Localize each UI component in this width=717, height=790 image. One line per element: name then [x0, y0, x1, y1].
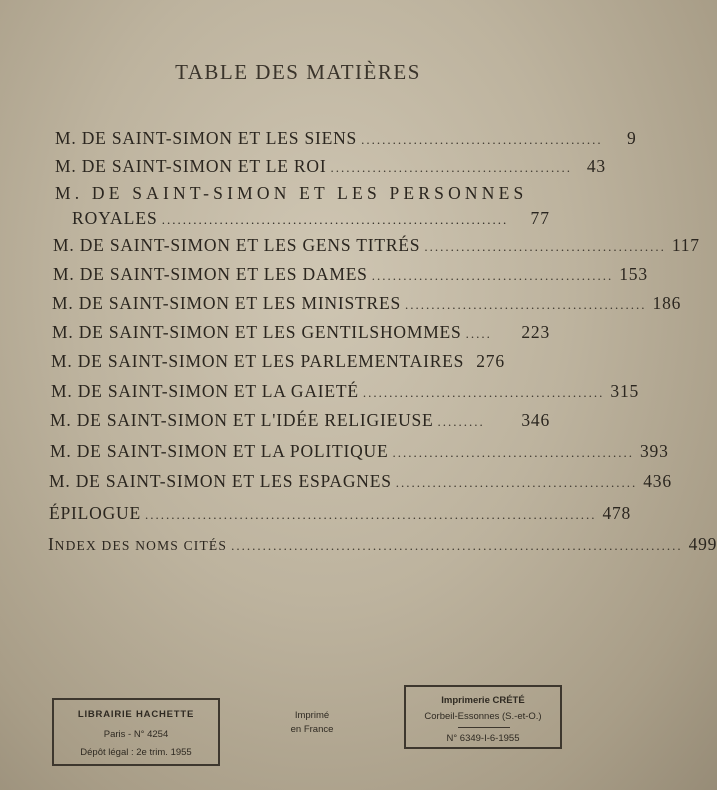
printer-name: Imprimerie CRÉTÉ: [441, 695, 525, 706]
toc-entry-page: 478: [602, 503, 632, 523]
toc-entry: [51, 351, 550, 372]
toc-entry-page: 276: [476, 351, 505, 371]
leader-dots: ..............................................: [362, 385, 605, 400]
publisher-city-number: Paris - N° 4254: [103, 729, 169, 740]
toc-entry: [55, 128, 637, 149]
leader-dots: ..................................................................: [161, 212, 509, 227]
toc-entry-page: 223: [521, 322, 550, 342]
printed-in-line1: Imprimé: [294, 710, 330, 721]
toc-entry-label: M. DE SAINT-SIMON ET LES GENTILSHOMMES: [52, 322, 462, 342]
toc-entry-label: M. DE SAINT-SIMON ET L'IDÉE RELIGIEUSE: [50, 410, 434, 430]
toc-entry: [48, 534, 717, 555]
toc-entry-page: 77: [530, 208, 550, 228]
leader-dots: ..............................................: [330, 160, 572, 175]
printer-box: [404, 685, 562, 749]
toc-entry-page: 315: [610, 381, 640, 401]
leader-dots: ......................................................................................: [231, 538, 683, 553]
publisher-name: LIBRAIRIE HACHETTE: [77, 709, 195, 720]
toc-entry-page: 117: [671, 235, 700, 255]
toc-entry-page: 153: [619, 264, 648, 284]
publisher-box: [52, 698, 220, 766]
toc-entry: [52, 293, 682, 314]
toc-entry-label: M. DE SAINT-SIMON ET LES GENS TITRÉS: [53, 235, 421, 255]
toc-entry-continuation: [72, 208, 550, 229]
printer-location: Corbeil-Essonnes (S.-et-O.): [424, 711, 542, 722]
toc-entry-label: M. DE SAINT-SIMON ET LES PARLEMENTAIRES: [51, 351, 465, 371]
toc-entry-label: M. DE SAINT-SIMON ET LES MINISTRES: [52, 293, 402, 313]
index-rest: NDEX DES NOMS CITÉS: [54, 538, 228, 553]
toc-entry-page: 346: [521, 410, 550, 430]
leader-dots: ..............................................: [424, 239, 666, 254]
toc-entry-page: 9: [627, 128, 637, 148]
legal-deposit: Dépôt légal : 2e trim. 1955: [80, 747, 192, 758]
toc-entry-label: M. DE SAINT-SIMON ET LE ROI: [55, 156, 327, 176]
toc-entry-label: M. DE SAINT-SIMON ET LA POLITIQUE: [50, 441, 389, 461]
leader-dots: .........: [437, 414, 485, 429]
toc-entry: [50, 410, 550, 431]
toc-entry-label: M. DE SAINT-SIMON ET LES PERSONNES: [55, 183, 528, 203]
printed-in-line2: en France: [290, 724, 334, 735]
toc-entry: [51, 381, 640, 402]
page-title: TABLE DES MATIÈRES: [175, 60, 421, 84]
toc-entry-label: ÉPILOGUE: [49, 503, 141, 523]
leader-dots: ......................................................................................: [144, 507, 597, 522]
printer-box-divider: [458, 727, 510, 728]
toc-entry: [49, 471, 672, 492]
toc-entry-label: M. DE SAINT-SIMON ET LA GAIETÉ: [51, 381, 359, 401]
leader-dots: ..............................................: [371, 268, 614, 283]
toc-entry-page: 393: [639, 441, 669, 461]
toc-entry: [49, 503, 632, 524]
toc-entry-label: M. DE SAINT-SIMON ET LES ESPAGNES: [49, 471, 392, 491]
toc-entry: [55, 183, 550, 204]
toc-entry: [53, 264, 648, 285]
toc-entry-label: ROYALES: [72, 208, 158, 228]
toc-entry: [52, 322, 550, 343]
toc-entry-label: M. DE SAINT-SIMON ET LES DAMES: [53, 264, 368, 284]
leader-dots: ..............................................: [392, 445, 634, 460]
toc-entry: [50, 441, 669, 462]
leader-dots: .....: [465, 326, 492, 341]
toc-entry: [53, 235, 700, 256]
printer-number: N° 6349-I-6-1955: [446, 733, 520, 744]
toc-entry: [55, 156, 606, 177]
toc-entry-label: [48, 534, 227, 555]
toc-entry-page: 499: [688, 534, 717, 554]
toc-entry-label: M. DE SAINT-SIMON ET LES SIENS: [55, 128, 358, 148]
index-initial: I: [48, 534, 55, 554]
printed-in-note: [262, 710, 362, 735]
toc-entry-page: 436: [643, 471, 672, 491]
leader-dots: ..............................................: [405, 297, 647, 312]
toc-entry-page: 43: [586, 156, 606, 176]
toc-entry-page: 186: [652, 293, 682, 313]
leader-dots: ..............................................: [395, 475, 638, 490]
leader-dots: ..............................................: [361, 132, 603, 147]
